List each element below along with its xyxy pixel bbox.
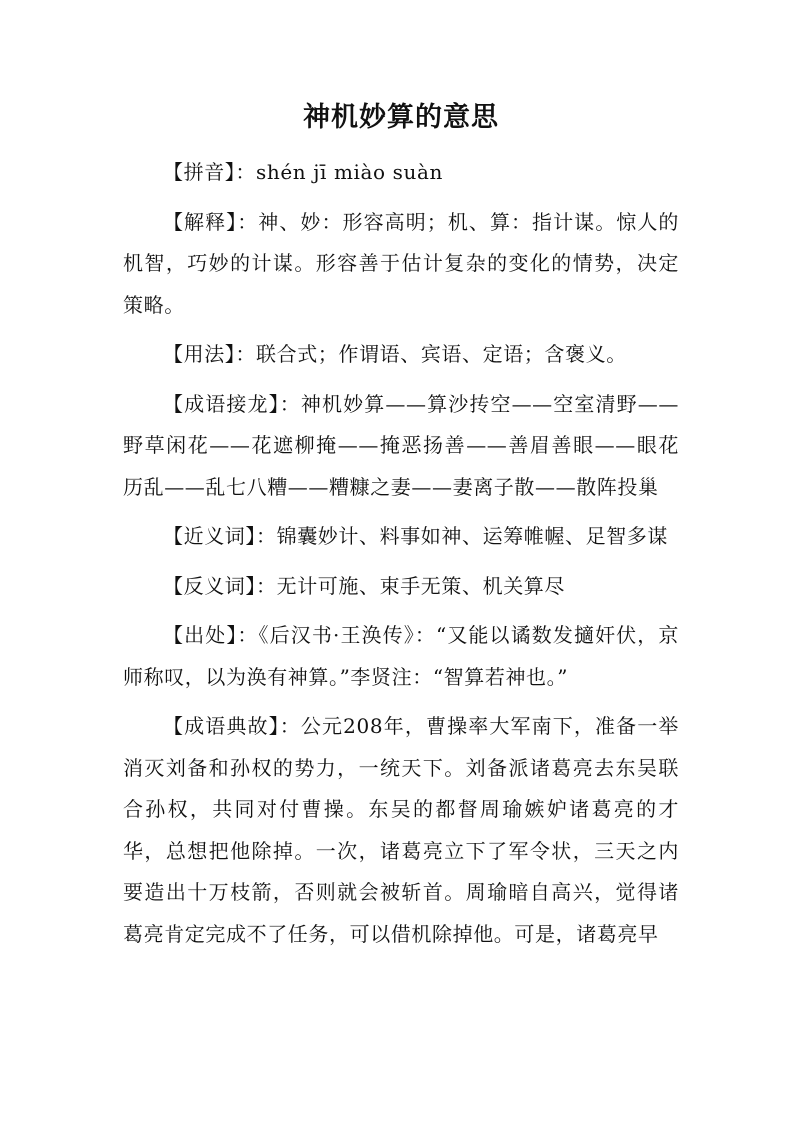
idiom-chain-label: 【成语接龙】： (163, 391, 301, 416)
pinyin-entry (123, 152, 679, 194)
source-entry (123, 615, 679, 698)
synonyms-entry (123, 516, 679, 558)
idiom-chain-text: 神机妙算——算沙抟空——空室清野——野草闲花——花遮柳掩——掩恶扬善——善眉善眼——眼花历乱——乱七八糟——糟糠之妻——妻离子散——散阵投巢 (123, 391, 679, 499)
definition-label: 【解释】： (163, 209, 259, 234)
story-label: 【成语典故】： (163, 714, 301, 738)
antonyms-text: 无计可施、束手无策、机关算尽 (276, 573, 566, 598)
story-text: 公元208年，曹操率大军南下，准备一举消灭刘备和孙权的势力，一统天下。刘备派诸葛亮去东吴联合孙权，共同对付曹操。东吴的都督周瑜嫉妒诸葛亮的才华，总想把他除掉。一次，诸葛亮立下了军令状，三天之内要造出十万枝箭，否则就会被斩首。周瑜暗自高兴，觉得诸葛亮肯定完成不了任务，可以借机除掉他。可是，诸葛亮早 (123, 714, 679, 946)
definition-entry (123, 202, 679, 327)
idiom-chain-entry (123, 384, 679, 509)
source-text: 《后汉书·王涣传》：“又能以谲数发擿奸伏，京师称叹，以为涣有神算。”李贤注：“智算若神也。” (123, 623, 679, 689)
pinyin-label: 【拼音】： (163, 160, 256, 184)
document-page (123, 0, 679, 955)
antonyms-entry (123, 566, 679, 608)
usage-label: 【用法】： (163, 342, 256, 366)
usage-entry (123, 334, 679, 376)
usage-text: 联合式；作谓语、宾语、定语；含褒义。 (256, 342, 627, 366)
synonyms-label: 【近义词】： (163, 524, 277, 548)
synonyms-text: 锦囊妙计、料事如神、运筹帷幄、足智多谋 (276, 524, 669, 548)
source-label: 【出处】： (163, 623, 259, 647)
story-entry (123, 706, 679, 955)
pinyin-text: shén jī miào suàn (256, 160, 444, 184)
definition-text: 神、妙：形容高明；机、算：指计谋。惊人的机智，巧妙的计谋。形容善于估计复杂的变化的情势，决定策略。 (123, 209, 680, 317)
document-title: 神机妙算的意思 (303, 102, 499, 133)
antonyms-label: 【反义词】： (163, 573, 277, 598)
